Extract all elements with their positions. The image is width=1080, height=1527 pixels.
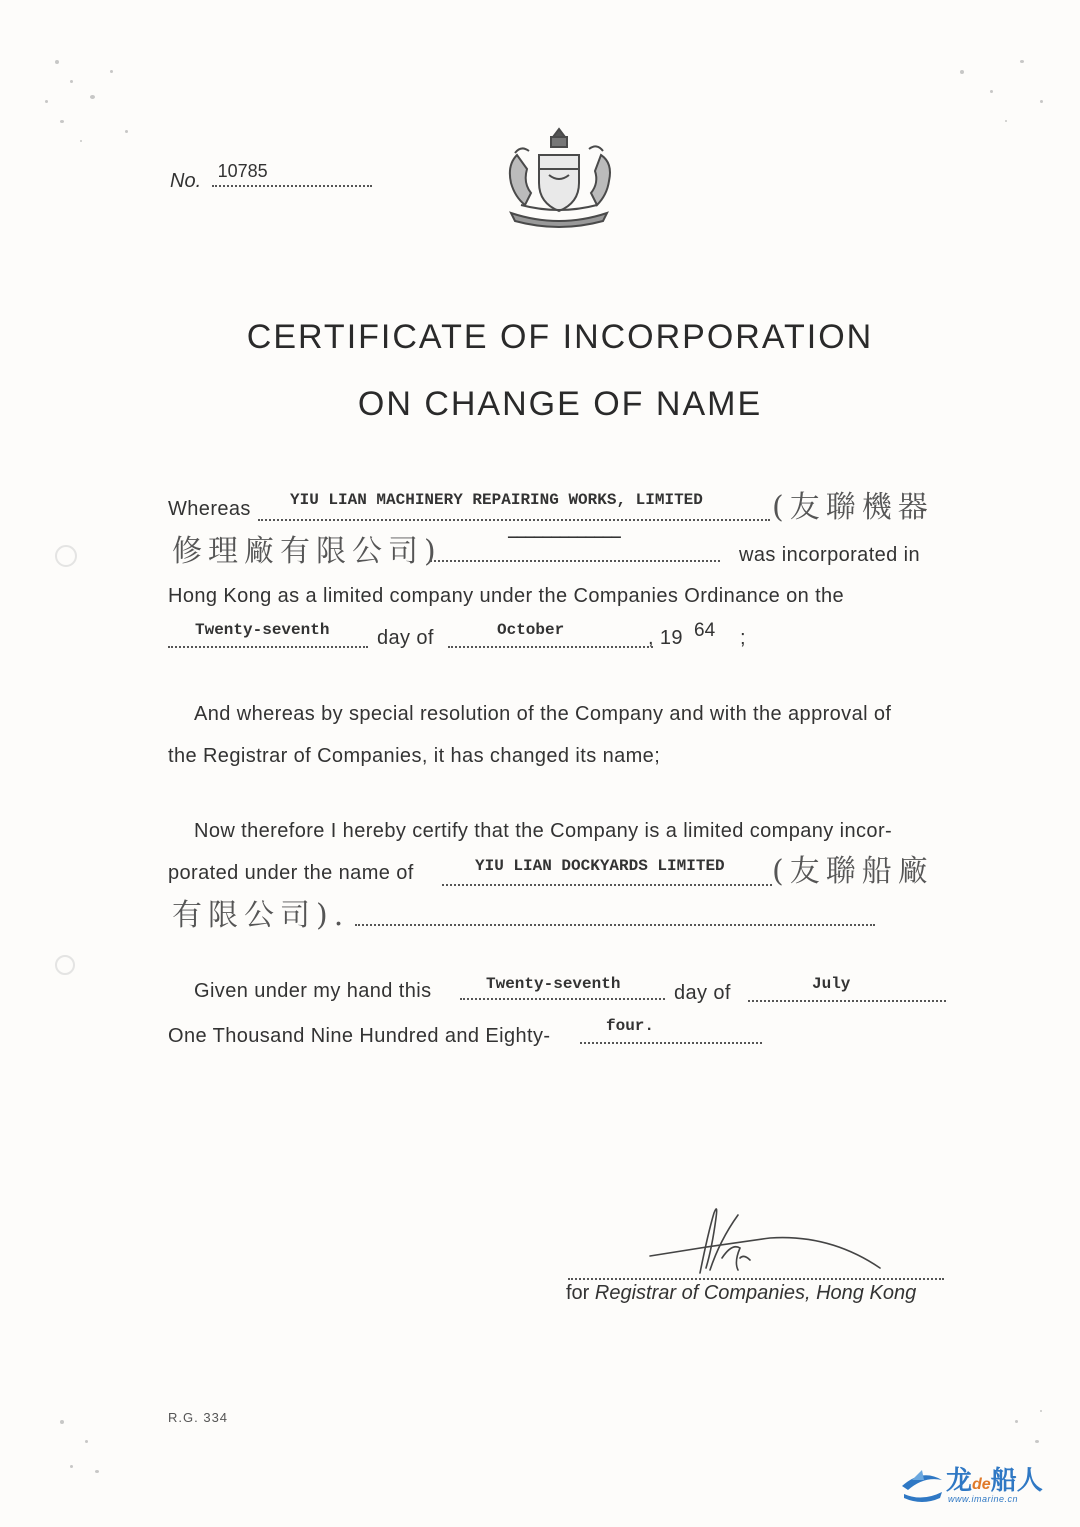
resolution-line-1: And whereas by special resolution of the Company and with the approval of [194,703,892,725]
certificate-number-line [212,161,372,187]
incorporation-day: Twenty-seventh [195,621,330,639]
old-company-name-chinese-a: (友聯機器 [772,490,934,525]
certify-line-2: porated under the name of [168,862,414,884]
signature-caption-title: Registrar of Companies, Hong Kong [594,1282,917,1304]
was-incorporated-text: was incorporated in [739,544,921,566]
watermark-url: www.imarine.cn [948,1494,1019,1504]
new-name-line-2 [355,912,875,926]
certificate-title: CERTIFICATE OF INCORPORATION [246,318,874,356]
new-company-name-chinese-b: 有限公司). [172,898,350,933]
watermark-brand-b: de [972,1476,991,1493]
incorporation-month: October [497,621,565,639]
incorporation-year-prefix: , 19 [648,627,683,649]
watermark-brand [946,1460,1043,1497]
new-company-name: YIU LIAN DOCKYARDS LIMITED [475,857,725,875]
incorporation-year-suffix: 64 [694,620,716,641]
given-day-of: day of [674,982,731,1004]
filler-dash: ————————————— [508,528,620,546]
signature-caption [566,1282,916,1305]
incorp-semicolon: ; [740,627,746,649]
certify-line-1: Now therefore I hereby certify that the Company is a limited company incor- [194,820,893,842]
form-code: R.G. 334 [168,1410,229,1425]
certificate-number-label: No. [170,170,202,192]
certificate-subtitle: ON CHANGE OF NAME [357,385,763,423]
certificate-number-value: 10785 [217,161,268,181]
new-company-name-chinese-a: (友聯船廠 [772,854,934,889]
ordinance-line: Hong Kong as a limited company under the Companies Ordinance on the [168,585,845,607]
watermark-brand-a: 龙 [946,1465,973,1495]
watermark-brand-c: 船人 [990,1465,1043,1495]
signature-line [568,1270,944,1280]
old-company-name: YIU LIAN MACHINERY REPAIRING WORKS, LIMITED [290,491,703,509]
coat-of-arms-emblem [497,125,622,230]
given-year-prefix: One Thousand Nine Hundred and Eighty- [168,1025,551,1047]
watermark-logo [898,1460,1068,1510]
given-line-prefix: Given under my hand this [194,980,432,1002]
certificate-number [170,161,372,193]
old-name-line-2 [430,548,720,562]
given-month: July [812,975,851,993]
signature-caption-for: for [566,1282,590,1304]
whereas-label: Whereas [168,498,251,520]
given-day: Twenty-seventh [486,975,621,993]
old-company-name-chinese-b: 修理廠有限公司) [172,534,442,569]
ship-icon [898,1464,946,1504]
incorp-day-of: day of [377,627,434,649]
resolution-line-2: the Registrar of Companies, it has changed its name; [168,745,661,767]
given-year-word: four. [606,1017,655,1035]
